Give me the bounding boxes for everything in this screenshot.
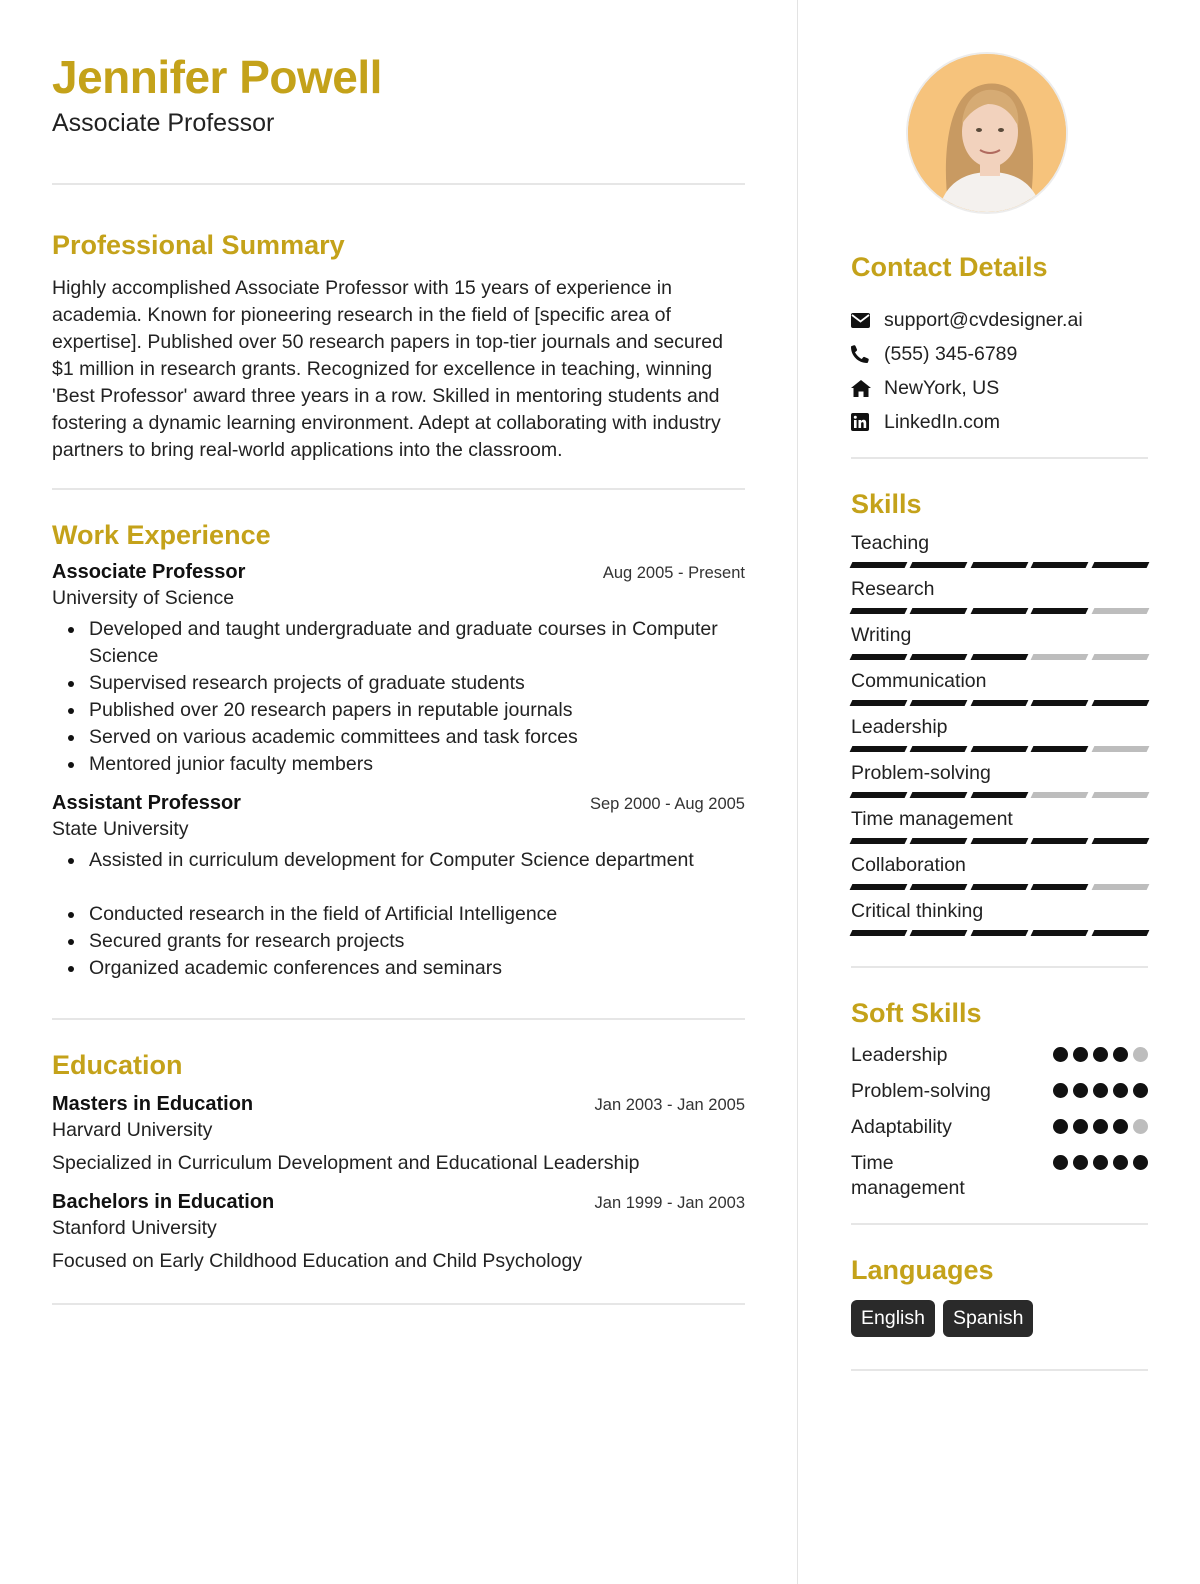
skill-level-segment xyxy=(1031,792,1089,798)
skill-name: Writing xyxy=(851,624,912,646)
education-divider xyxy=(52,1303,745,1305)
skill-level-segment xyxy=(1091,746,1149,752)
main-column xyxy=(52,52,745,1305)
skill-level-segment xyxy=(910,930,968,936)
skill-item xyxy=(851,852,1148,890)
rating-dot xyxy=(1113,1047,1128,1062)
skill-level-bar xyxy=(851,746,1148,752)
education-dates: Jan 1999 - Jan 2003 xyxy=(594,1193,745,1212)
rating-dot xyxy=(1053,1047,1068,1062)
skill-level-segment xyxy=(970,884,1028,890)
job-bullet: Assisted in curriculum development for Computer Science department xyxy=(52,847,745,874)
language-pill: Spanish xyxy=(943,1300,1033,1337)
rating-dot xyxy=(1073,1155,1088,1170)
skill-level-segment xyxy=(1031,608,1089,614)
rating-dot xyxy=(1133,1047,1148,1062)
soft-skill-rating xyxy=(1053,1083,1148,1098)
soft-skill-name: Problem-solving xyxy=(851,1080,991,1102)
skill-item xyxy=(851,760,1148,798)
work-heading: Work Experience xyxy=(52,519,271,550)
skill-level-segment xyxy=(910,838,968,844)
soft-skill-name: Leadership xyxy=(851,1044,948,1066)
soft-skill-name: Adaptability xyxy=(851,1116,952,1138)
rating-dot xyxy=(1093,1083,1108,1098)
header-divider xyxy=(52,183,745,185)
contact-location-text: NewYork, US xyxy=(884,376,1000,399)
contact-location xyxy=(851,371,1148,405)
skill-level-bar xyxy=(851,792,1148,798)
contact-linkedin xyxy=(851,405,1148,439)
skill-level-segment xyxy=(970,562,1028,568)
job-dates: Sep 2000 - Aug 2005 xyxy=(589,794,745,813)
skill-item xyxy=(851,898,1148,936)
skill-name: Critical thinking xyxy=(851,900,984,922)
rating-dot xyxy=(1133,1155,1148,1170)
sidebar-column xyxy=(851,52,1148,1371)
skill-level-segment xyxy=(1091,608,1149,614)
job-bullet: Organized academic conferences and seminars xyxy=(52,955,745,982)
school-name: Harvard University xyxy=(52,1118,213,1141)
skill-item xyxy=(851,668,1148,706)
soft-skill-item xyxy=(851,1151,1148,1201)
candidate-role: Associate Professor xyxy=(52,108,275,137)
job-bullet: Published over 20 research papers in reputable journals xyxy=(52,697,745,724)
job-bullet: Supervised research projects of graduate students xyxy=(52,670,745,697)
language-pill: English xyxy=(851,1300,935,1337)
job-bullet: Secured grants for research projects xyxy=(52,928,745,955)
school-name: Stanford University xyxy=(52,1216,217,1239)
skill-name: Communication xyxy=(851,670,987,692)
job-bullet: Conducted research in the field of Artificial Intelligence xyxy=(52,901,745,928)
envelope-icon xyxy=(851,310,884,330)
contact-email xyxy=(851,303,1148,337)
skill-level-segment xyxy=(970,746,1028,752)
candidate-name: Jennifer Powell xyxy=(52,51,382,103)
skill-item xyxy=(851,530,1148,568)
column-divider xyxy=(797,0,798,1584)
job-title: Associate Professor xyxy=(52,560,246,583)
skill-level-segment xyxy=(910,792,968,798)
contact-phone xyxy=(851,337,1148,371)
skill-level-bar xyxy=(851,608,1148,614)
education-entry xyxy=(52,1093,745,1175)
contact-divider xyxy=(851,457,1148,459)
soft-skill-item xyxy=(851,1115,1148,1140)
skill-level-segment xyxy=(1031,930,1089,936)
job-bullet: Mentored junior faculty members xyxy=(52,751,745,778)
summary-text: Highly accomplished Associate Professor with 15 years of experience in academia. Known for pioneering research in the field of [specific area of expertise]. Published over 50 research papers in top-tier journals and secured $1 million in research grants. Recognized for excellence in teaching, winning 'Best Professor' award three years in a row. Skilled in mentoring students and fostering a dynamic learning environment. Adept at collaborating with industry partners to bring real-world applications into the classroom. xyxy=(52,276,723,461)
rating-dot xyxy=(1093,1119,1108,1134)
skill-item xyxy=(851,714,1148,752)
soft-skills-divider xyxy=(851,1223,1148,1225)
job-bullet: Developed and taught undergraduate and graduate courses in Computer Science xyxy=(52,616,745,670)
rating-dot xyxy=(1073,1047,1088,1062)
skill-level-segment xyxy=(1091,654,1149,660)
soft-skill-rating xyxy=(1053,1119,1148,1134)
linkedin-icon xyxy=(851,412,884,432)
skill-name: Collaboration xyxy=(851,854,966,876)
work-divider xyxy=(52,1018,745,1020)
skill-level-segment xyxy=(1091,700,1149,706)
skill-level-segment xyxy=(1031,654,1089,660)
skill-level-segment xyxy=(1031,884,1089,890)
job-organization: State University xyxy=(52,817,189,840)
skills-list xyxy=(851,530,1148,936)
skill-name: Research xyxy=(851,578,935,600)
education-description: Specialized in Curriculum Development and Educational Leadership xyxy=(52,1151,640,1174)
skill-level-bar xyxy=(851,884,1148,890)
rating-dot xyxy=(1133,1119,1148,1134)
contact-phone-text[interactable]: (555) 345-6789 xyxy=(884,342,1018,365)
skill-level-bar xyxy=(851,562,1148,568)
job-organization: University of Science xyxy=(52,586,235,609)
skill-level-segment xyxy=(850,930,908,936)
skill-item xyxy=(851,622,1148,660)
skill-level-segment xyxy=(850,746,908,752)
education-heading: Education xyxy=(52,1049,183,1080)
summary-divider xyxy=(52,488,745,490)
job-entry xyxy=(52,792,745,982)
soft-skill-item xyxy=(851,1043,1148,1068)
skills-heading: Skills xyxy=(851,489,922,519)
skill-level-segment xyxy=(910,562,968,568)
skill-name: Problem-solving xyxy=(851,762,991,784)
skill-level-segment xyxy=(850,838,908,844)
avatar xyxy=(906,52,1068,214)
skill-level-bar xyxy=(851,654,1148,660)
skill-level-segment xyxy=(1031,746,1089,752)
skill-level-segment xyxy=(1091,562,1149,568)
job-bullet: Served on various academic committees and task forces xyxy=(52,724,745,751)
skill-level-segment xyxy=(1031,562,1089,568)
education-entry xyxy=(52,1191,745,1273)
skill-level-segment xyxy=(1091,884,1149,890)
skill-level-segment xyxy=(850,608,908,614)
phone-icon xyxy=(851,344,884,364)
rating-dot xyxy=(1073,1119,1088,1134)
soft-skill-item xyxy=(851,1079,1148,1104)
job-bullets xyxy=(52,616,745,778)
skills-divider xyxy=(851,966,1148,968)
languages-divider xyxy=(851,1369,1148,1371)
degree-title: Masters in Education xyxy=(52,1092,254,1115)
skill-level-segment xyxy=(910,654,968,660)
skill-level-segment xyxy=(1091,792,1149,798)
skill-name: Teaching xyxy=(851,532,930,554)
skill-level-segment xyxy=(1031,838,1089,844)
skill-level-segment xyxy=(1091,930,1149,936)
rating-dot xyxy=(1113,1083,1128,1098)
languages-list xyxy=(851,1300,1148,1337)
soft-skill-rating xyxy=(1053,1047,1148,1062)
skill-level-segment xyxy=(970,608,1028,614)
contact-email-text[interactable]: support@cvdesigner.ai xyxy=(884,308,1083,331)
rating-dot xyxy=(1073,1083,1088,1098)
soft-skill-rating xyxy=(1053,1155,1148,1170)
portrait-image xyxy=(908,54,1068,214)
job-bullets xyxy=(52,847,745,982)
skill-level-segment xyxy=(910,746,968,752)
skill-level-segment xyxy=(910,884,968,890)
soft-skills-heading: Soft Skills xyxy=(851,998,982,1028)
skill-level-segment xyxy=(850,654,908,660)
skill-level-segment xyxy=(910,608,968,614)
job-title: Assistant Professor xyxy=(52,791,241,814)
soft-skills-list xyxy=(851,1043,1148,1201)
languages-heading: Languages xyxy=(851,1255,994,1285)
job-entry xyxy=(52,561,745,778)
skill-level-segment xyxy=(970,700,1028,706)
rating-dot xyxy=(1113,1155,1128,1170)
skill-level-bar xyxy=(851,838,1148,844)
rating-dot xyxy=(1113,1119,1128,1134)
skill-item xyxy=(851,576,1148,614)
skill-level-segment xyxy=(970,792,1028,798)
skill-level-segment xyxy=(850,792,908,798)
contact-list xyxy=(851,303,1148,439)
rating-dot xyxy=(1053,1155,1068,1170)
soft-skill-name: Time management xyxy=(851,1152,965,1199)
skill-level-bar xyxy=(851,700,1148,706)
education-dates: Jan 2003 - Jan 2005 xyxy=(594,1095,745,1114)
skill-item xyxy=(851,806,1148,844)
skill-level-segment xyxy=(970,930,1028,936)
skill-level-segment xyxy=(1091,838,1149,844)
skill-level-segment xyxy=(910,700,968,706)
job-dates: Aug 2005 - Present xyxy=(602,563,745,582)
skill-level-segment xyxy=(970,838,1028,844)
education-description: Focused on Early Childhood Education and Child Psychology xyxy=(52,1249,583,1272)
contact-heading: Contact Details xyxy=(851,252,1048,282)
summary-heading: Professional Summary xyxy=(52,229,345,260)
skill-level-segment xyxy=(970,654,1028,660)
rating-dot xyxy=(1053,1119,1068,1134)
skill-level-segment xyxy=(850,884,908,890)
rating-dot xyxy=(1093,1155,1108,1170)
skill-level-segment xyxy=(850,562,908,568)
skill-level-segment xyxy=(1031,700,1089,706)
home-icon xyxy=(851,378,884,398)
skill-name: Time management xyxy=(851,808,1013,830)
degree-title: Bachelors in Education xyxy=(52,1190,275,1213)
skill-level-bar xyxy=(851,930,1148,936)
rating-dot xyxy=(1133,1083,1148,1098)
skill-name: Leadership xyxy=(851,716,948,738)
skill-level-segment xyxy=(850,700,908,706)
rating-dot xyxy=(1093,1047,1108,1062)
contact-linkedin-text[interactable]: LinkedIn.com xyxy=(884,410,1000,433)
rating-dot xyxy=(1053,1083,1068,1098)
